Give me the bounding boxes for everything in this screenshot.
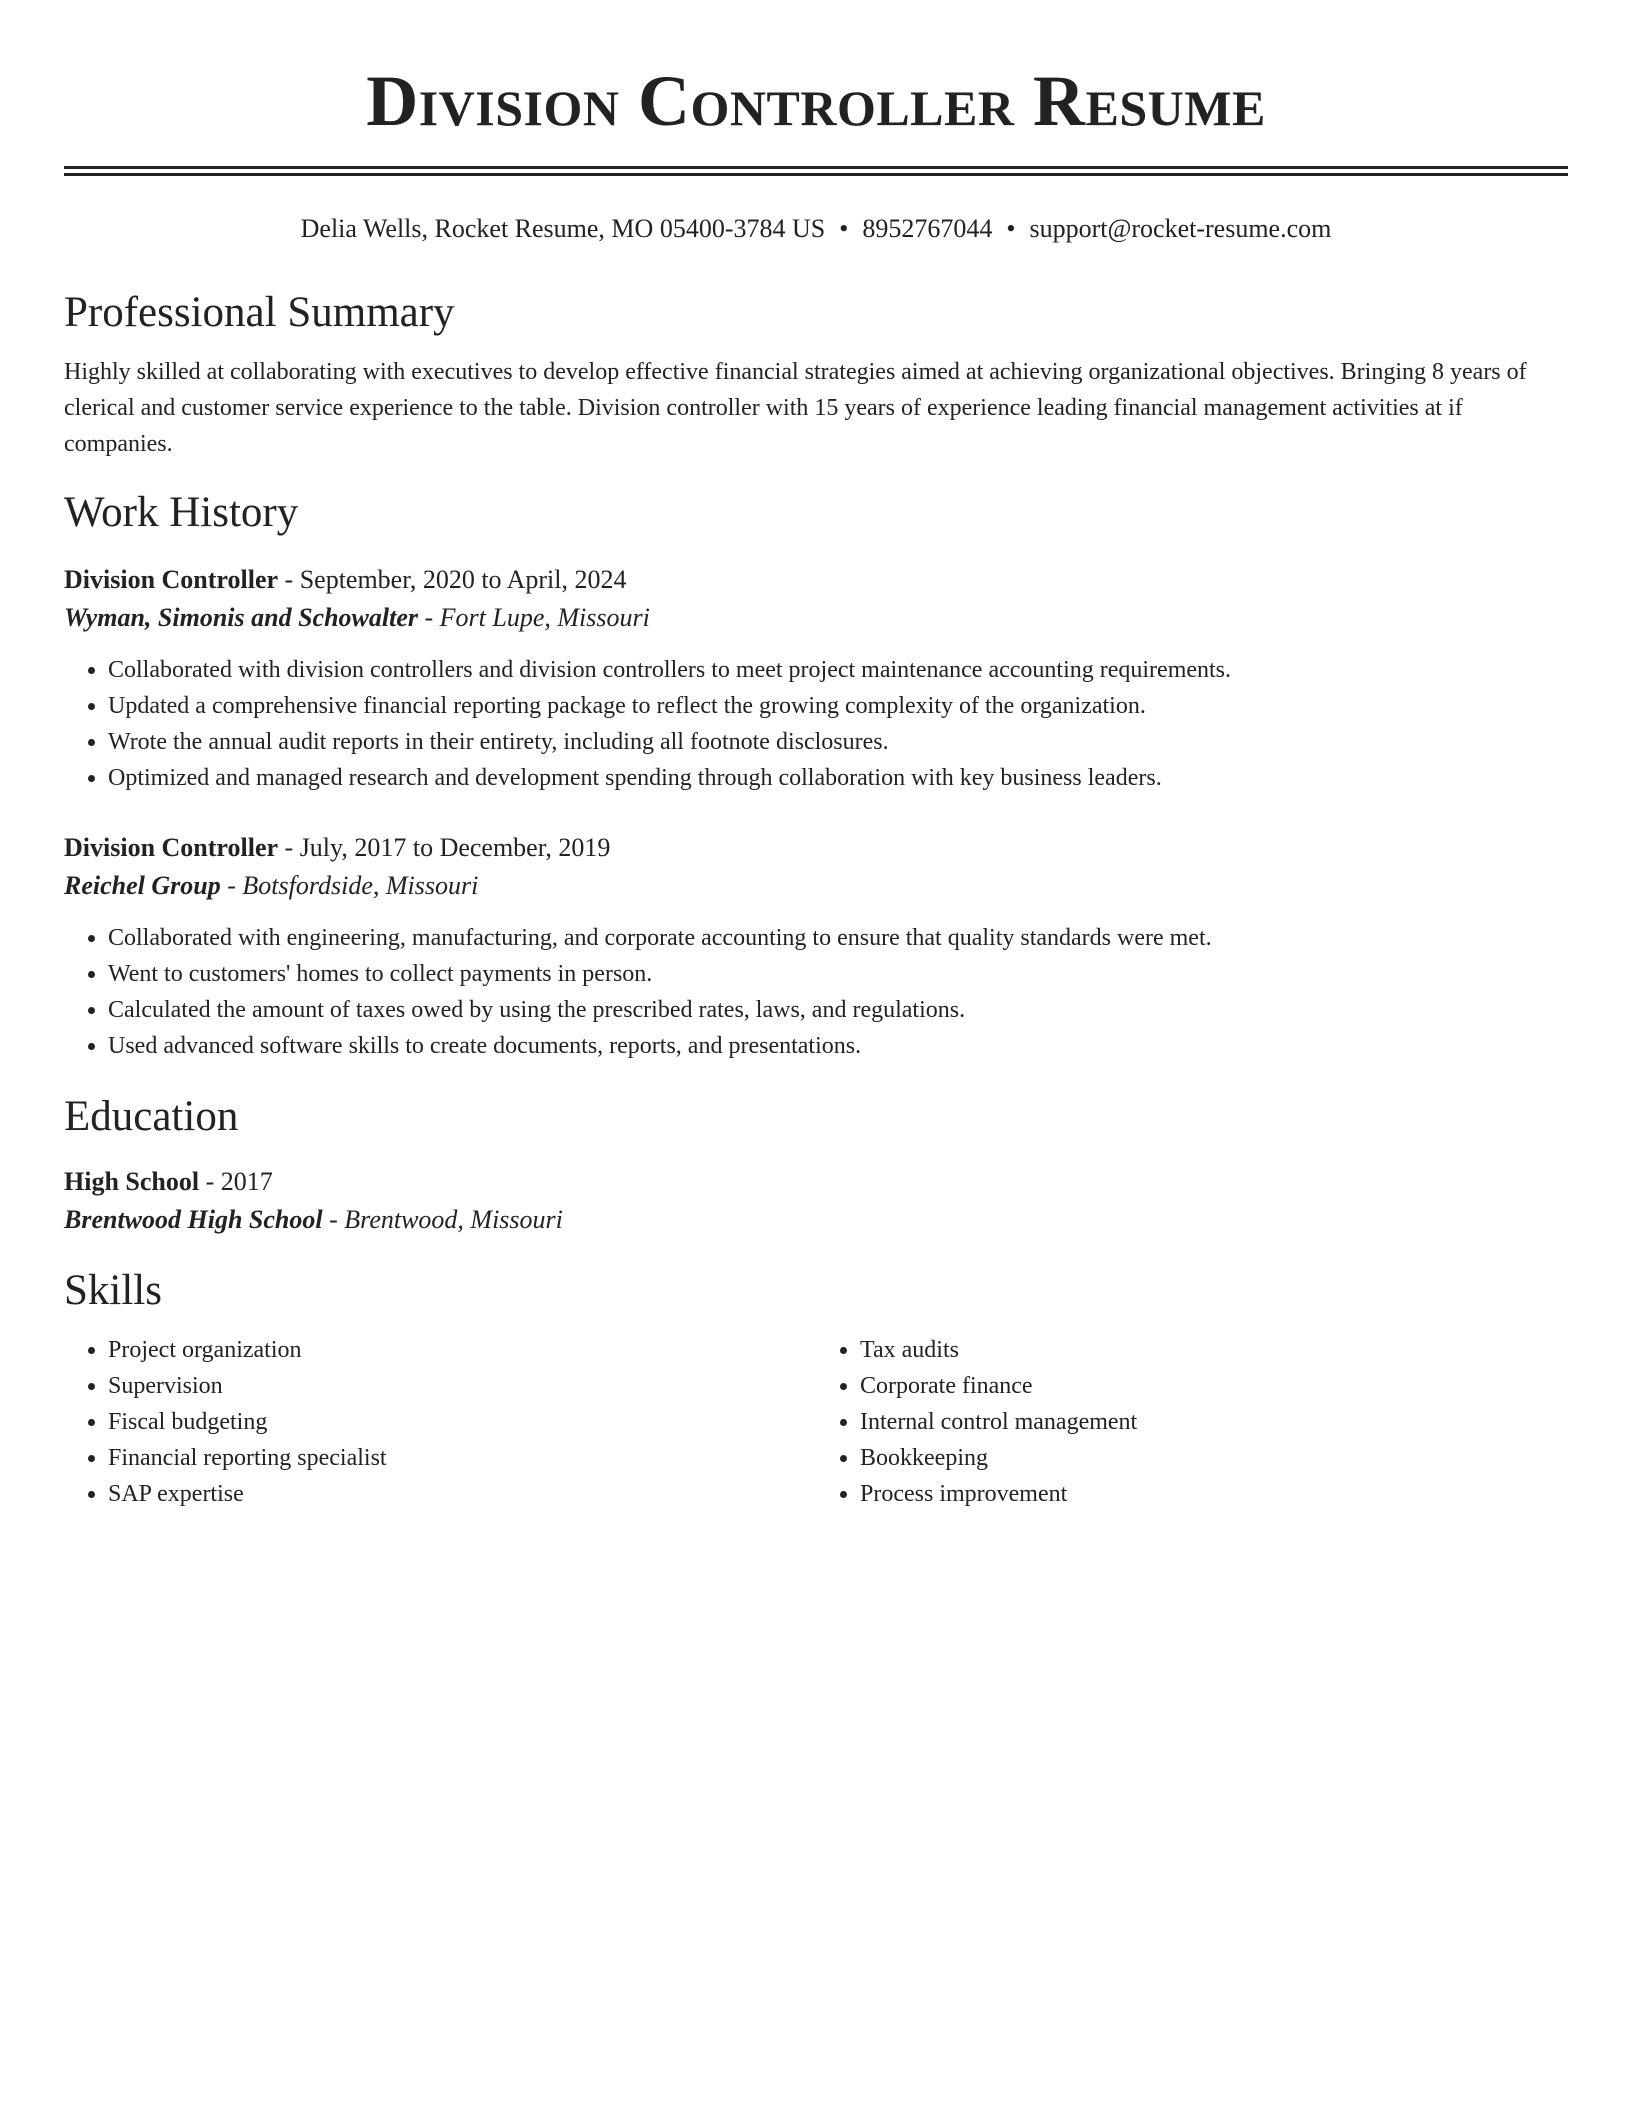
resume-title: Division Controller Resume [366,61,1266,141]
job-bullet: • Updated a comprehensive financial reporting package to reflect the growing complexity of the organization. [108,688,1568,724]
skills-heading: Skills [64,1267,162,1314]
job-company-line [64,866,1568,906]
skill-item: • Fiscal budgeting [108,1404,816,1440]
summary-text: Highly skilled at collaborating with executives to develop effective financial strategies aimed at achieving organizational objectives. Bringing 8 years of clerical and customer service experience to the table. Division controller with 15 years of experience leading financial management activities at if companies. [64,359,1527,457]
job-bullet: • Went to customers' homes to collect payments in person. [108,956,1568,992]
contact-separator: • [839,214,849,243]
skill-item: • Internal control management [860,1404,1568,1440]
education-location: - Brentwood, Missouri [322,1205,563,1234]
job-bullet: • Collaborated with engineering, manufacturing, and corporate accounting to ensure that quality standards were met. [108,920,1568,956]
work-history-heading: Work History [64,489,299,536]
skill-item: • Project organization [108,1332,816,1368]
skill-item: • Process improvement [860,1476,1568,1512]
skill-item: • Corporate finance [860,1368,1568,1404]
skill-item: • Supervision [108,1368,816,1404]
job-company: Wyman, Simonis and Schowalter [64,603,418,632]
job-role-line [64,830,1568,866]
summary-heading: Professional Summary [64,289,455,336]
education-degree-line [64,1164,1568,1200]
contact-email: support@rocket-resume.com [1029,214,1332,243]
skills-list-left [64,1332,816,1512]
title-divider [64,166,1568,176]
job-bullet: • Wrote the annual audit reports in their entirety, including all footnote disclosures. [108,724,1568,760]
job-bullet: • Collaborated with division controllers and division controllers to meet project maintenance accounting requirements. [108,652,1568,688]
contact-line [64,212,1568,246]
job-location: - Botsfordside, Missouri [220,871,479,900]
education-year: - 2017 [199,1167,273,1196]
job-company: Reichel Group [64,871,221,900]
job-company-line [64,598,1568,638]
job-bullets [64,920,1568,1064]
job-role-line [64,562,1568,598]
job-bullet: • Used advanced software skills to create documents, reports, and presentations. [108,1028,1568,1064]
job-dates: - July, 2017 to December, 2019 [278,833,611,862]
contact-phone: 8952767044 [862,214,993,243]
education-degree: High School [64,1167,200,1196]
job-bullets [64,652,1568,796]
job-title: Division Controller [64,565,279,594]
job-entry [64,830,1568,1064]
skills-grid [64,1332,1568,1512]
job-title: Division Controller [64,833,279,862]
skills-list-right [816,1332,1568,1512]
contact-separator: • [1006,214,1016,243]
education-entry [64,1164,1568,1240]
education-heading: Education [64,1093,239,1140]
skill-item: • SAP expertise [108,1476,816,1512]
skill-item: • Bookkeeping [860,1440,1568,1476]
job-dates: - September, 2020 to April, 2024 [278,565,627,594]
contact-address: Delia Wells, Rocket Resume, MO 05400-3784 US [300,214,826,243]
skill-item: • Tax audits [860,1332,1568,1368]
education-school: Brentwood High School [64,1205,323,1234]
education-school-line [64,1200,1568,1240]
job-bullet: • Optimized and managed research and development spending through collaboration with key business leaders. [108,760,1568,796]
skill-item: • Financial reporting specialist [108,1440,816,1476]
job-bullet: • Calculated the amount of taxes owed by using the prescribed rates, laws, and regulations. [108,992,1568,1028]
job-location: - Fort Lupe, Missouri [417,603,650,632]
job-entry [64,562,1568,796]
